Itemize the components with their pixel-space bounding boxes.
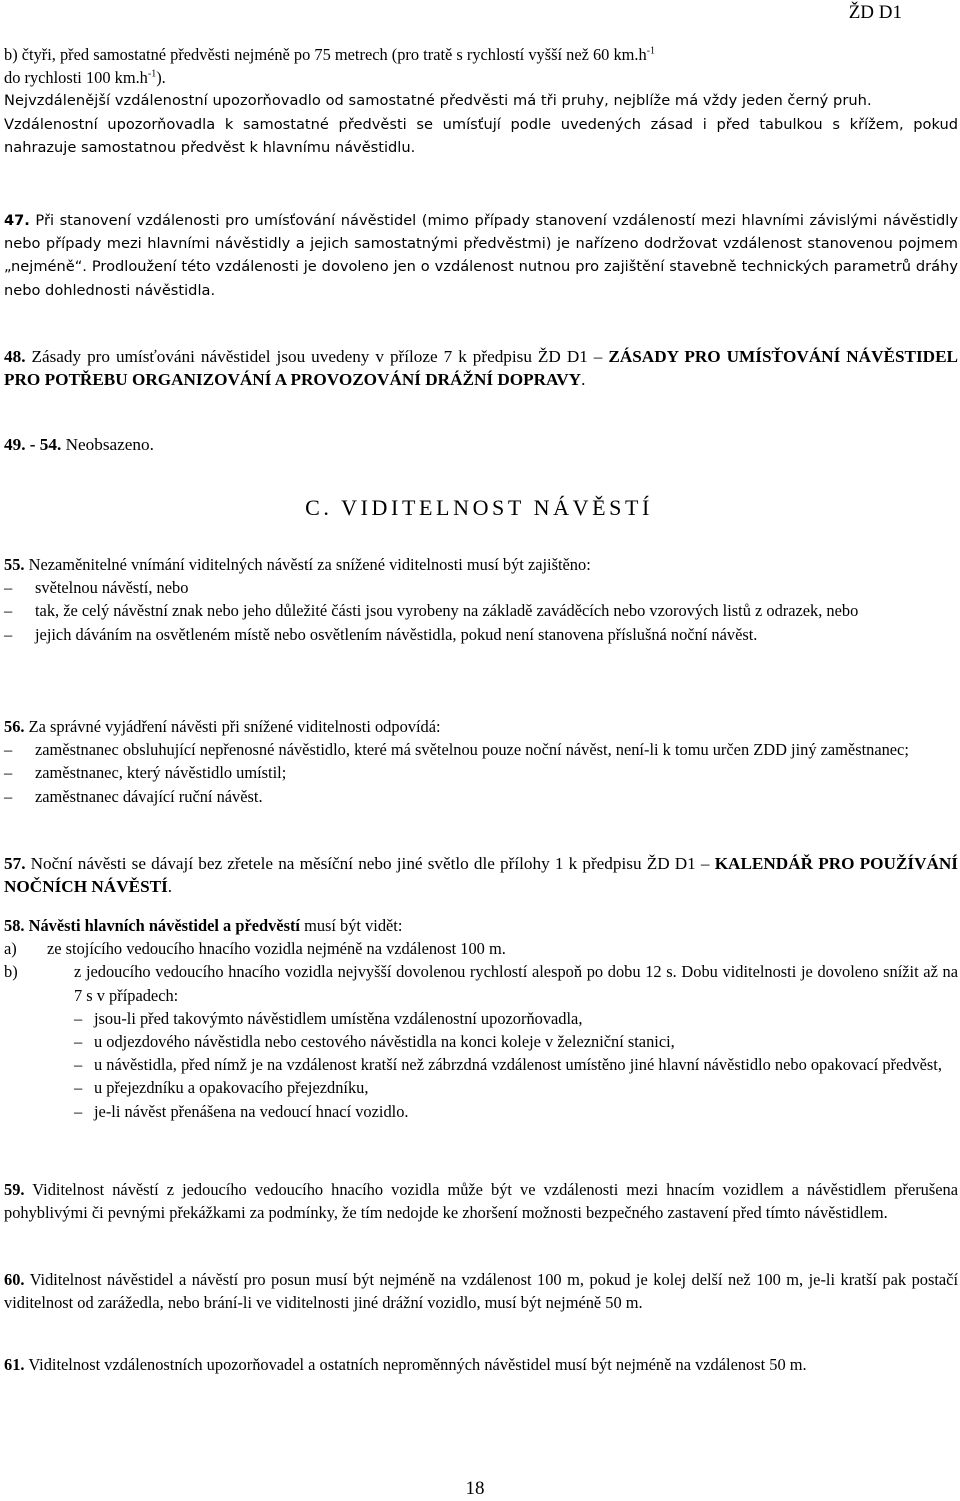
sub-list-item: – u odjezdového návěstidla nebo cestového návěstidla na konci koleje v železniční stanici, [74,1032,675,1052]
paragraph-55: 55. Nezaměnitelné vnímání viditelných návěstí za snížené viditelnosti musí být zajištěno: – světelnou návěstí, nebo – tak, že celý návěstní znak nebo jeho důležité části jsou vyrobeny na základě zaváděcích nebo vzorových listů z odrazek, nebo – jejich dáváním na osvětleném místě nebo osvětlením návěstidla, pokud není stanovena příslušná noční návěst. [4,553,958,646]
paragraph-47: 47. Při stanovení vzdálenosti pro umísťování návěstidel (mimo případy stanovení vzdáleností mezi hlavními závislými návěstidly nebo případy mezi hlavními návěstidly a jejich samostatnými předvěstmi) je nařízeno dodržovat vzdálenost stanovenou pojmem „nejméně“. Prodloužení této vzdálenosti je dovoleno jen o vzdálenost nutnou pro zajištění stavebně technických parametrů dráhy nebo dohlednosti návěstidla. [4,212,959,299]
page-number: 18 [465,1478,485,1499]
list-item-a: a) ze stojícího vedoucího hnacího vozidla nejméně na vzdálenost 100 m. [4,939,506,959]
intro-item-b: b) čtyři, před samostatné předvěsti nejméně po 75 metrech (pro tratě s rychlostí vyšší než 60 $km.h^{-1}$ do rychlosti 100 $km.h^{-1}$). [4,45,656,88]
list-item: – tak, že celý návěstní znak nebo jeho důležité části jsou vyrobeny na základě zaváděcích nebo vzorových listů z odrazek, nebo [4,601,859,621]
paragraph-number: 55. [4,555,25,574]
paragraph-61: 61. Viditelnost vzdálenostních upozorňovadel a ostatních neproměnných návěstidel musí být nejméně na vzdálenost 50 m. [4,1355,807,1374]
paragraph-59: 59. Viditelnost návěstí z jedoucího vedoucího hnacího vozidla může být ve vzdálenosti mezi hnacím vozidlem a návěstidlem přerušena pohyblivými či pevnými překážkami za podmínky, že tím nedojde ke zhoršení možnosti bezpečného zastavení před tímto návěstidlem. [4,1180,958,1223]
list-item-b: b) z jedoucího vedoucího hnacího vozidla nejvyšší dovolenou rychlostí alespoň po dobu 12 s. Dobu viditelnosti je dovoleno snížit až na 7 s v případech: [4,962,958,1005]
intro-note-2: Vzdálenostní upozorňovadla k samostatné předvěsti se umísťují podle uvedených zásad i před tabulkou s křížem, pokud nahrazuje samostatnou předvěst k hlavnímu návěstidlu. [4,115,958,156]
list-item: – zaměstnanec obsluhující nepřenosné návěstidlo, které má světelnou pouze noční návěst, není-li k tomu určen ZDD jiný zaměstnanec; [4,740,909,760]
list-item: – zaměstnanec, který návěstidlo umístil; [4,763,287,783]
sub-list-item: – jsou-li před takovýmto návěstidlem umístěna vzdálenostní upozorňovadla, [74,1008,583,1028]
paragraph-60: 60. Viditelnost návěstidel a návěstí pro posun musí být nejméně na vzdálenost 100 m, pokud je kolej delší než 100 m, je-li kratší pak postačí viditelnost od zarážedla, nebo brání-li ve viditelnosti jiné drážní vozidlo, musí být nejméně 50 m. [4,1270,958,1313]
section-title: C. VIDITELNOST NÁVĚSTÍ [305,495,653,520]
paragraph-number: 58. [4,916,25,935]
paragraph-58: 58. Návěsti hlavních návěstidel a předvěstí musí být vidět: a) ze stojícího vedoucího hnacího vozidla nejméně na vzdálenost 100 m. b) z jedoucího vedoucího hnacího vozidla nejvyšší dovolenou rychlostí alespoň po dobu 12 s. Dobu viditelnosti je dovoleno snížit až na 7 s v případech: – jsou-li před takovýmto návěstidlem umístěna vzdálenostní upozorňovadla, – u odjezdového návěstidla nebo cestového návěstidla na konci koleje v železniční stanici, – u návěstidla, před nímž je na vzdálenost kratší než zábrzdná vzdálenost umístěno jiné hlavní návěstidlo nebo opakovací předvěst, – u přejezdníku a opakovacího přejezdníku, – je-li návěst přenášena na vedoucí hnací vozidlo. [4,914,958,1123]
paragraph-number: 49. - 54. [4,435,62,454]
paragraph-57: 57. Noční návěsti se dávají bez zřetele na měsíční nebo jiné světlo dle přílohy 1 k předpisu ŽD D1 – KALENDÁŘ PRO POUŽÍVÁNÍ NOČNÍCH NÁVĚSTÍ. [4,854,958,897]
sub-list-item: – u návěstidla, před nímž je na vzdálenost kratší než zábrzdná vzdálenost umístěno jiné hlavní návěstidlo nebo opakovací předvěst, [74,1055,942,1075]
paragraph-number: 59. [4,1180,25,1199]
paragraph-number: 61. [4,1355,25,1374]
paragraph-number: 56. [4,717,25,736]
sub-list-item: – u přejezdníku a opakovacího přejezdníku, [74,1078,369,1098]
paragraph-number: 57. [4,854,26,873]
list-item: – jejich dáváním na osvětleném místě nebo osvětlením návěstidla, pokud není stanovena příslušná noční návěst. [4,624,758,644]
paragraph-number: 48. [4,347,26,366]
annex-title: ZÁSADY PRO UMÍSŤOVÁNÍ NÁVĚSTIDEL PRO POTŘEBU ORGANIZOVÁNÍ A PROVOZOVÁNÍ DRÁŽNÍ DOPRAVY [4,347,959,390]
intro-note-1: Nejvzdálenější vzdálenostní upozorňovadlo od samostatné předvěsti má tři pruhy, nejblíže má vždy jeden černý pruh. [4,92,872,110]
paragraph-56: 56. Za správné vyjádření návěsti při snížené viditelnosti odpovídá: – zaměstnanec obsluhující nepřenosné návěstidlo, které má světelnou pouze noční návěst, není-li k tomu určen ZDD jiný zaměstnanec; – zaměstnanec, který návěstidlo umístil; – zaměstnanec dávající ruční návěst. [4,715,958,808]
annex-title: KALENDÁŘ PRO POUŽÍVÁNÍ NOČNÍCH NÁVĚSTÍ [4,854,958,897]
list-item: – zaměstnanec dávající ruční návěst. [4,786,263,806]
list-item: – světelnou návěstí, nebo [4,578,189,598]
header-code: ŽD D1 [848,2,902,23]
paragraph-number: 47. [4,212,30,229]
paragraph-49-54: 49. - 54. Neobsazeno. [4,435,154,454]
paragraph-number: 60. [4,1270,25,1289]
sub-list-item: – je-li návěst přenášena na vedoucí hnací vozidlo. [74,1101,409,1121]
paragraph-48: 48. Zásady pro umísťováni návěstidel jsou uvedeny v příloze 7 k předpisu ŽD D1 – ZÁSADY PRO UMÍSŤOVÁNÍ NÁVĚSTIDEL PRO POTŘEBU ORGANIZOVÁNÍ A PROVOZOVÁNÍ DRÁŽNÍ DOPRAVY. [4,347,959,390]
intro-block [4,43,958,159]
